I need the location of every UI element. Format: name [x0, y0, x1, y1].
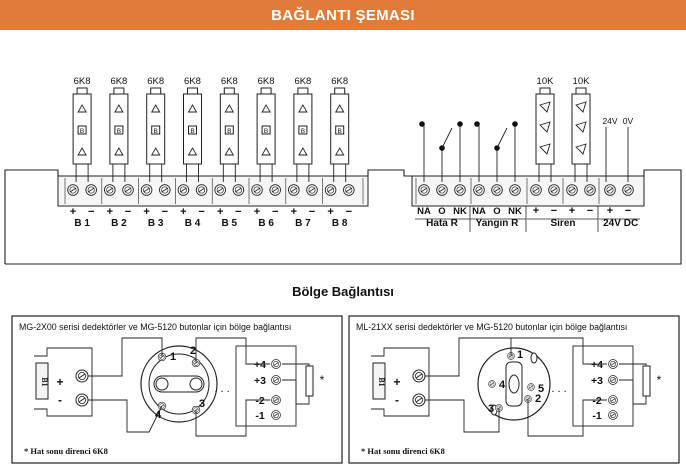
resistor-top-cap — [151, 88, 161, 94]
zone-label: B 8 — [331, 218, 348, 229]
resistor-top-cap — [335, 88, 345, 94]
detector-pin-label: 5 — [537, 383, 545, 395]
resistor-top-cap — [261, 88, 271, 94]
end-terminal-box — [236, 346, 296, 426]
detector-pin-label: 3 — [487, 403, 495, 415]
zone-plus-screw — [68, 185, 79, 196]
zone-label: B 4 — [184, 218, 201, 229]
resistor-note-mark: * — [319, 373, 325, 387]
relay-o-screw — [437, 185, 448, 196]
relay-na-screw — [474, 185, 485, 196]
zone-plus-screw — [215, 185, 226, 196]
siren-screw — [549, 185, 560, 196]
detector-pin-screw — [528, 384, 535, 391]
zone-plus-screw — [104, 185, 115, 196]
zone-connection-heading: Bölge Bağlantısı — [292, 284, 394, 299]
relay-contact-dot — [512, 121, 518, 127]
zone-plus-screw — [325, 185, 336, 196]
plus-sign: + — [69, 206, 77, 218]
zone-minus-screw — [86, 185, 97, 196]
power-voltage-label: 24V — [602, 116, 618, 126]
detector-pin-label: 2 — [534, 393, 542, 405]
power-label: DC — [623, 218, 639, 229]
resistor-top-cap — [298, 88, 308, 94]
siren-screw — [585, 185, 596, 196]
zone-label: B 7 — [295, 218, 311, 229]
end-terminal-box — [573, 346, 633, 426]
resistor-letter: B — [79, 128, 85, 135]
zone-plus-screw — [178, 185, 189, 196]
minus-sign: − — [87, 206, 95, 218]
power-ground-label: 0V — [622, 116, 634, 126]
plus-sign: + — [143, 206, 150, 218]
plus-sign: + — [568, 205, 576, 217]
resistor-value-label: 6K8 — [73, 76, 91, 87]
relay-switch-arm — [497, 128, 507, 148]
detector-pin-label: 2 — [189, 345, 197, 357]
resistor-letter: B — [337, 128, 342, 135]
minus-sign: − — [345, 206, 353, 218]
relay-contact-label: NK — [453, 206, 467, 217]
relay-contact-dot — [419, 121, 425, 127]
detector-pin-label: 4 — [498, 379, 506, 391]
relay-contact-label: NK — [508, 206, 522, 217]
plus-sign: + — [106, 206, 114, 218]
detector-terminal-screw — [272, 376, 281, 385]
detector-pin-label: 4 — [154, 409, 162, 421]
resistor-value-label: 6K8 — [184, 76, 201, 87]
resistor-top-cap — [576, 88, 586, 94]
resistor-top-cap — [224, 88, 234, 94]
plus-sign: + — [253, 206, 261, 218]
siren-screw — [531, 185, 542, 196]
power-label: 24V — [603, 218, 621, 229]
relay-contact-label: NA — [472, 206, 486, 217]
siren-screw — [567, 185, 578, 196]
resistor-letter: B — [227, 128, 232, 135]
continuation-dots: . . . — [214, 383, 230, 395]
resistor-value-label: 6K8 — [331, 76, 349, 87]
zone-minus-screw — [233, 185, 244, 196]
zone-minus-screw — [270, 185, 281, 196]
detector-terminal-label: -2 — [592, 395, 602, 407]
detector-pin-screw — [489, 381, 496, 388]
resistor-letter: B — [300, 128, 306, 135]
plus-sign: + — [216, 206, 224, 218]
detector-pin-label: 1 — [169, 351, 177, 363]
end-of-line-resistor — [306, 366, 313, 396]
detector-terminal-screw — [609, 396, 618, 405]
siren-label: Siren — [550, 218, 576, 229]
resistor-value-label: 6K8 — [147, 76, 165, 87]
end-of-line-note: * Hat sonu direnci 6K8 — [361, 446, 445, 456]
relay-contact-dot — [474, 121, 480, 127]
relay-contact-label: O — [493, 206, 501, 217]
minus-sign: − — [586, 205, 594, 217]
relay-switch-arm — [442, 128, 452, 148]
continuation-dots: . . . — [551, 383, 567, 395]
fault-relay — [416, 121, 467, 229]
resistor-top-cap — [77, 88, 87, 94]
zone-minus-screw — [159, 185, 170, 196]
resistor-top-cap — [188, 88, 198, 94]
detector-pin-label: 3 — [198, 398, 206, 410]
zone-label: B 1 — [74, 218, 90, 229]
minus-sign: - — [58, 393, 62, 407]
minus-sign: − — [198, 206, 205, 218]
panel-plus-screw — [76, 370, 88, 382]
panel-zone-label: B1 — [377, 377, 386, 387]
fire-relay — [471, 121, 522, 229]
plus-sign: + — [327, 206, 334, 218]
zone-label: B 3 — [147, 218, 164, 229]
relay-contact-dot — [457, 121, 463, 127]
resistor-letter: B — [116, 128, 122, 135]
zone-label: B 2 — [111, 218, 127, 229]
detector-terminal-screw — [609, 376, 618, 385]
resistor-value-label: 6K8 — [110, 76, 128, 87]
zone-minus-screw — [196, 185, 207, 196]
detector-center-hole — [509, 375, 519, 393]
resistor-top-cap — [114, 88, 124, 94]
relay-label: Hata R — [426, 218, 458, 229]
zone-plus-screw — [288, 185, 299, 196]
detector-terminal-label: +4 — [254, 359, 266, 371]
zone-plus-screw — [141, 185, 152, 196]
minus-sign: - — [395, 393, 399, 407]
plus-sign: + — [290, 206, 298, 218]
power-plus-screw — [605, 185, 616, 196]
panel-plus-screw — [413, 370, 425, 382]
resistor-letter: B — [263, 128, 269, 135]
relay-nk-screw — [455, 185, 466, 196]
detector-terminal-screw — [272, 360, 281, 369]
relay-na-screw — [419, 185, 430, 196]
minus-sign: − — [161, 206, 169, 218]
plus-sign: + — [56, 375, 64, 389]
panel-zone-label: B1 — [40, 377, 49, 387]
detector-terminal-screw — [272, 396, 281, 405]
minus-sign: − — [124, 206, 132, 218]
resistor-value-label: 10K — [572, 76, 590, 87]
plus-sign: + — [393, 375, 401, 389]
detector-terminal-label: -1 — [255, 410, 265, 422]
resistor-top-cap — [540, 88, 550, 94]
relay-o-screw — [492, 185, 503, 196]
panel-minus-screw — [413, 394, 425, 406]
zone-plus-screw — [252, 185, 263, 196]
detector-terminal-label: +3 — [591, 375, 603, 387]
detector-terminal-label: -2 — [255, 395, 265, 407]
relay-contact-label: O — [438, 206, 446, 217]
power-minus-screw — [623, 185, 634, 196]
end-of-line-resistor — [643, 366, 650, 396]
minus-sign: − — [235, 206, 242, 218]
detector-hole — [190, 378, 202, 390]
resistor-value-label: 6K8 — [220, 76, 238, 87]
plus-sign: + — [180, 206, 187, 218]
resistor-note-mark: * — [656, 373, 662, 387]
minus-sign: − — [308, 206, 316, 218]
detector-terminal-label: +4 — [591, 359, 603, 371]
resistor-letter: B — [190, 128, 195, 135]
plus-sign: + — [532, 205, 540, 217]
box-title: ML-21XX serisi dedektörler ve MG-5120 butonlar için bölge bağlantısı — [356, 322, 628, 332]
power-outputs — [599, 116, 638, 229]
plus-sign: + — [606, 205, 614, 217]
resistor-value-label: 6K8 — [294, 76, 312, 87]
panel-minus-screw — [76, 394, 88, 406]
relay-label: Yangın R — [475, 218, 519, 229]
zone-minus-screw — [343, 185, 354, 196]
minus-sign: − — [624, 205, 632, 217]
resistor-value-label: 10K — [536, 76, 554, 87]
detector-terminal-screw — [272, 411, 281, 420]
detector-terminal-label: -1 — [592, 410, 602, 422]
detector-hole — [156, 378, 168, 390]
box-title: MG-2X00 serisi dedektörler ve MG-5120 butonlar için bölge bağlantısı — [19, 322, 292, 332]
end-of-line-note: * Hat sonu direnci 6K8 — [24, 446, 108, 456]
zone-minus-screw — [123, 185, 134, 196]
minus-sign: − — [271, 206, 279, 218]
zone-label: B 6 — [258, 218, 274, 229]
detector-terminal-label: +3 — [254, 375, 266, 387]
detector-terminal-screw — [609, 360, 618, 369]
zone-label: B 5 — [221, 218, 238, 229]
zone-minus-screw — [307, 185, 318, 196]
resistor-value-label: 6K8 — [257, 76, 275, 87]
detector-pin-label: 1 — [516, 349, 524, 361]
resistor-letter: B — [153, 128, 158, 135]
detector-terminal-screw — [609, 411, 618, 420]
page-title: BAĞLANTI ŞEMASI — [0, 0, 686, 30]
relay-contact-label: NA — [417, 206, 431, 217]
minus-sign: − — [550, 205, 558, 217]
detector-hole — [531, 353, 537, 363]
relay-nk-screw — [510, 185, 521, 196]
